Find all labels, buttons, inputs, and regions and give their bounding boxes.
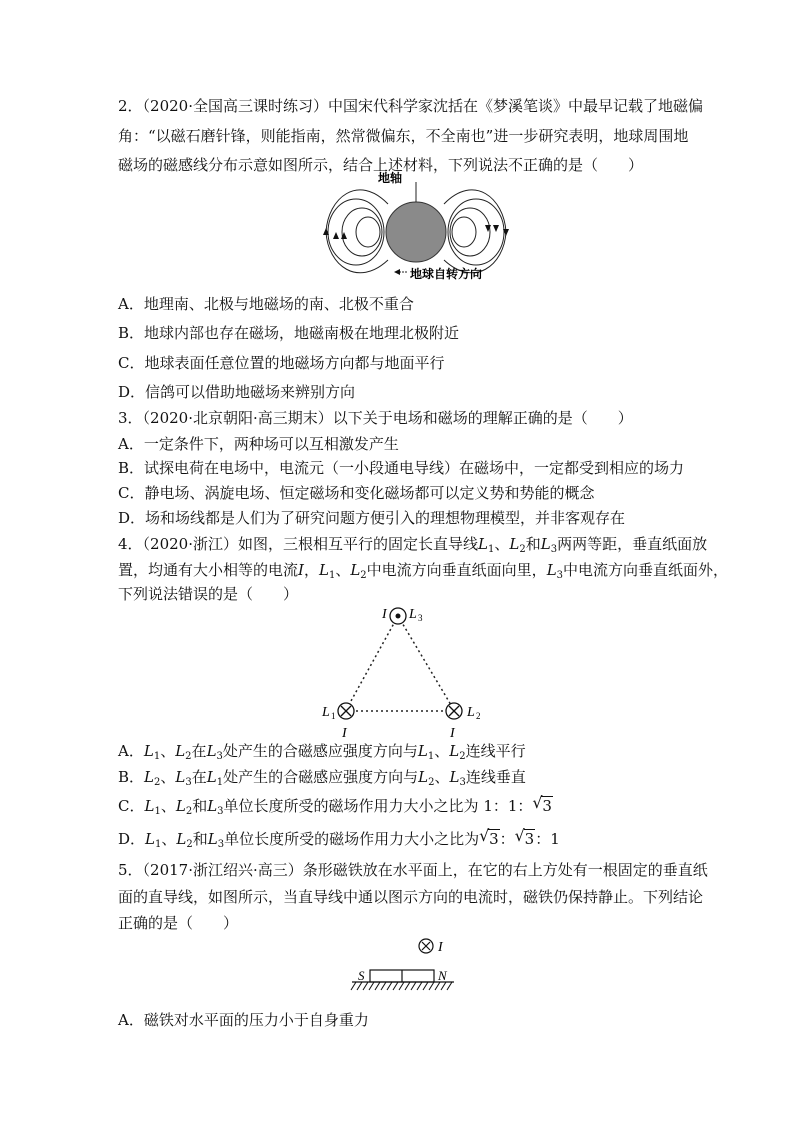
- q4-stem-line1: 4．（2020·浙江）如图，三根相互平行的固定长直导线$L_1$、$L_2$和$L_3$两两等距，垂直纸面放: [118, 535, 708, 555]
- q2-option-b: B．地球内部也存在磁场，地磁南极在地理北极附近: [118, 324, 460, 342]
- q4-stem-line2: 置，均通有大小相等的电流I，$L_1$、$L_2$中电流方向垂直纸面向里，$L_3$中电流方向垂直纸面外，: [118, 561, 729, 581]
- q5-stem-line1: 5．（2017·浙江绍兴·高三）条形磁铁放在水平面上，在它的右上方处有一根固定的垂直纸: [118, 861, 708, 879]
- q5-stem-line3: 正确的是（ ）: [118, 914, 239, 932]
- q3-stem: 3．（2020·北京朝阳·高三期末）以下关于电场和磁场的理解正确的是（ ）: [118, 409, 633, 427]
- q3-option-d: D．场和场线都是人们为了研究问题方便引入的理想物理模型，并非客观存在: [118, 509, 626, 527]
- q3-option-c: C．静电场、涡旋电场、恒定磁场和变化磁场都可以定义势和势能的概念: [118, 484, 595, 502]
- q3-option-b: B．试探电荷在电场中，电流元（一小段通电导线）在磁场中，一定都受到相应的场力: [118, 459, 685, 477]
- svg-text:L: L: [409, 607, 417, 622]
- q2-stem-line2: 角：“以磁石磨针锋，则能指南，然常微偏东，不全南也”进一步研究表明，地球周围地: [118, 127, 689, 145]
- earth-rotation-label: 地球自转方向: [410, 267, 483, 281]
- sqrt-symbol: √ 3: [514, 826, 535, 848]
- svg-text:I: I: [382, 607, 387, 622]
- q2-option-c: C．地球表面任意位置的地磁场方向都与地面平行: [118, 354, 445, 372]
- sqrt-symbol: √ 3: [532, 793, 552, 815]
- earth-magnetic-field-figure: [318, 168, 514, 286]
- earth-axis-label: 地轴: [378, 171, 403, 185]
- q5-option-a: A．磁铁对水平面的压力小于自身重力: [118, 1011, 369, 1029]
- q4-option-d: D．$L_1$、$L_2$和$L_3$单位长度所受的磁场作用力大小之比为 √ 3： √ 3：1: [118, 826, 560, 850]
- svg-text:L: L: [322, 705, 330, 720]
- q2-stem-line1: 2．（2020·全国高三课时练习）中国宋代科学家沈括在《梦溪笔谈》中最早记载了地磁偏: [118, 97, 703, 115]
- q4-option-c: C．$L_1$、$L_2$和$L_3$单位长度所受的磁场作用力大小之比为 1：1： √ 3: [118, 793, 552, 817]
- q4-option-a: A．$L_1$、$L_2$在$L_3$处产生的合磁感应强度方向与$L_1$、$L_2$连线平行: [118, 742, 526, 762]
- svg-text:L: L: [467, 705, 475, 720]
- q4-stem-line3: 下列说法错误的是（ ）: [118, 585, 299, 603]
- sqrt-symbol: √ 3: [479, 826, 499, 848]
- q2-option-d: D．信鸽可以借助地磁场来辨别方向: [118, 383, 356, 401]
- svg-text:N: N: [438, 968, 447, 983]
- q2-stem-line3: 磁场的磁感线分布示意如图所示，结合上述材料，下列说法不正确的是（ ）: [118, 156, 644, 174]
- svg-text:S: S: [358, 968, 365, 983]
- three-wires-figure: [312, 598, 496, 744]
- svg-text:3: 3: [418, 613, 423, 623]
- q4-option-b: B．$L_2$、$L_3$在$L_1$处产生的合磁感应强度方向与$L_2$、$L_3$连线垂直: [118, 768, 526, 788]
- q3-option-a: A．一定条件下，两种场可以互相激发产生: [118, 435, 399, 453]
- svg-text:2: 2: [476, 711, 481, 721]
- svg-text:I: I: [450, 726, 455, 741]
- q2-option-a: A．地理南、北极与地磁场的南、北极不重合: [118, 295, 414, 313]
- svg-text:1: 1: [331, 711, 336, 721]
- svg-text:I: I: [342, 726, 347, 741]
- q5-stem-line2: 面的直导线，如图所示，当直导线中通以图示方向的电流时，磁铁仍保持静止。下列结论: [118, 888, 704, 906]
- bar-magnet-figure: [348, 934, 458, 996]
- svg-text:I: I: [438, 940, 443, 955]
